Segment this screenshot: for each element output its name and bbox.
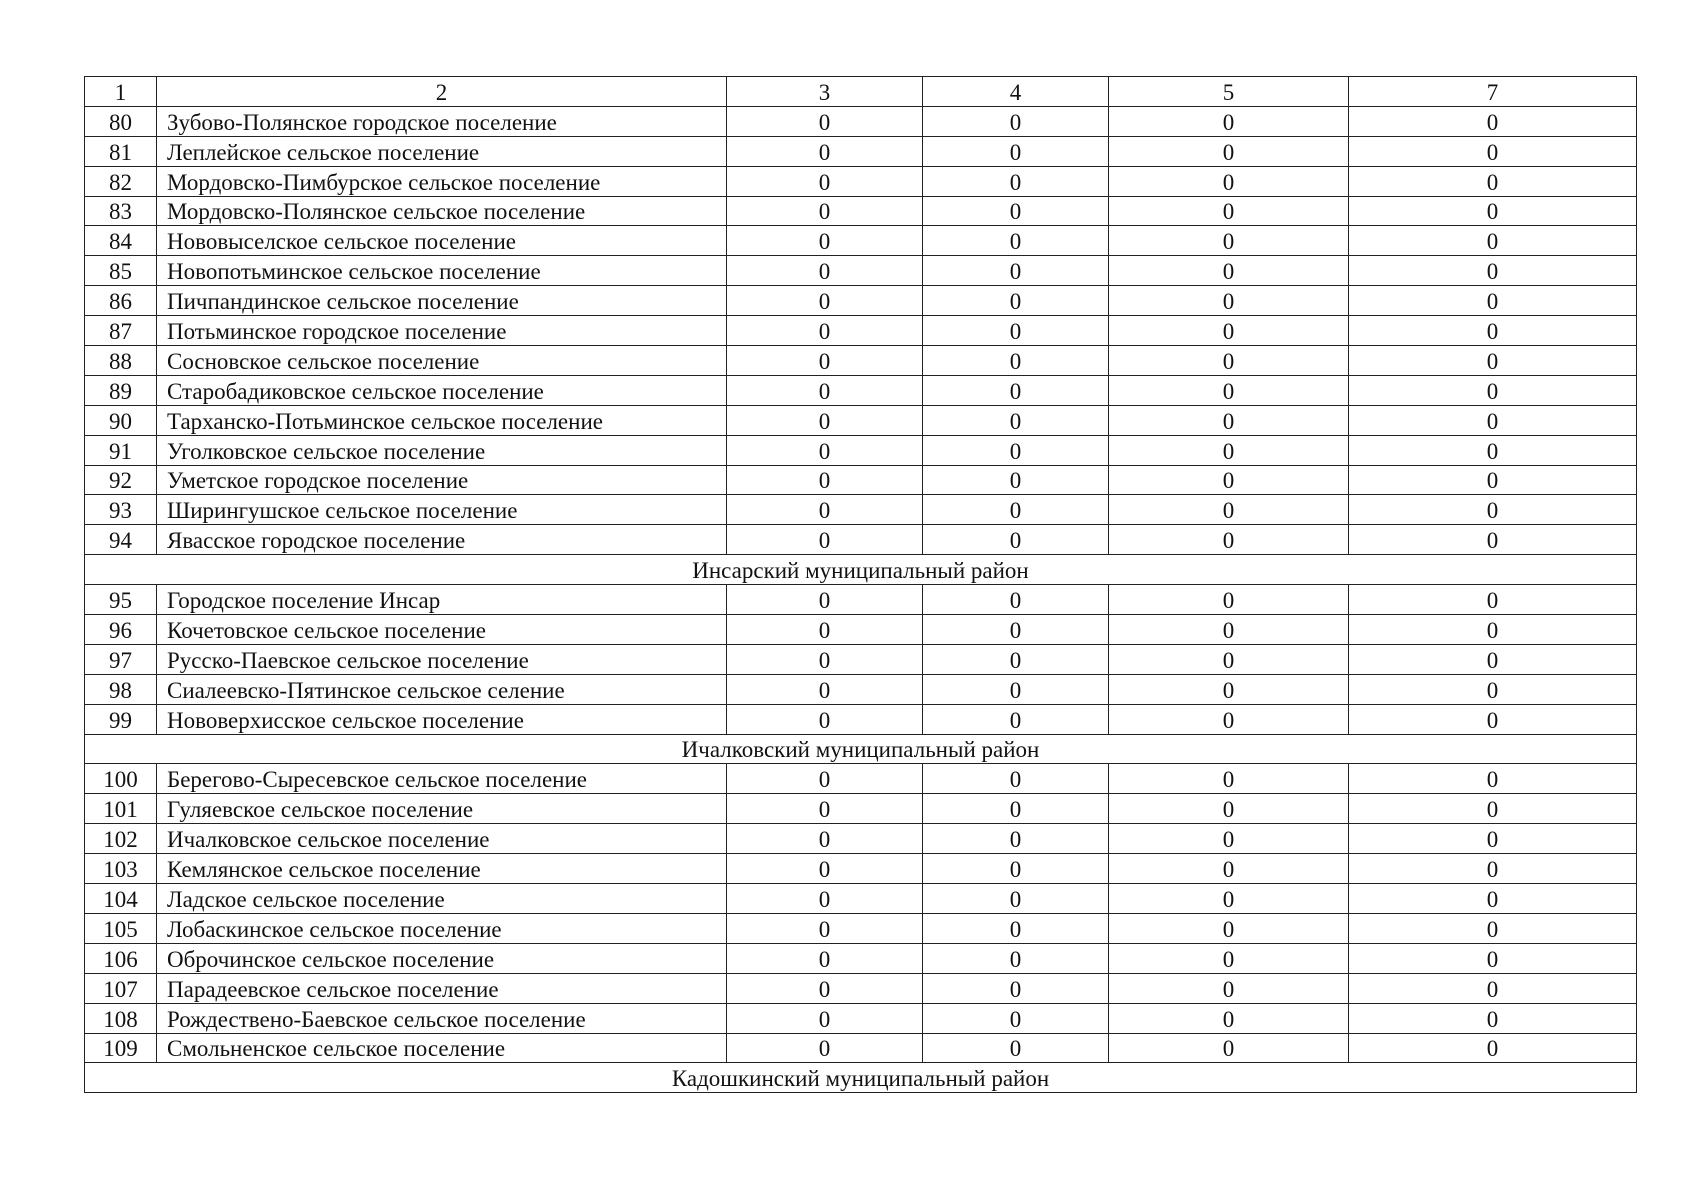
- value-cell-col3: 0: [727, 913, 923, 943]
- value-cell-col3: 0: [727, 1003, 923, 1033]
- value-cell-col5: 0: [1109, 166, 1349, 196]
- value-cell-col3: 0: [727, 824, 923, 854]
- value-cell-col4: 0: [923, 884, 1109, 914]
- row-number-cell: 87: [85, 316, 157, 346]
- settlement-name-cell: Потьминское городское поселение: [157, 316, 727, 346]
- value-cell-col7: 0: [1349, 1033, 1637, 1063]
- value-cell-col3: 0: [727, 256, 923, 286]
- value-cell-col7: 0: [1349, 644, 1637, 674]
- value-cell-col5: 0: [1109, 495, 1349, 525]
- table-row: [85, 794, 1637, 824]
- value-cell-col4: 0: [923, 316, 1109, 346]
- settlement-name-cell: Гуляевское сельское поселение: [157, 794, 727, 824]
- value-cell-col7: 0: [1349, 136, 1637, 166]
- settlement-name-cell: Кемлянское сельское поселение: [157, 854, 727, 884]
- table-row: [85, 824, 1637, 854]
- value-cell-col3: 0: [727, 495, 923, 525]
- value-cell-col3: 0: [727, 136, 923, 166]
- table-row: [85, 913, 1637, 943]
- row-number-cell: 96: [85, 615, 157, 645]
- settlement-name-cell: Зубово-Полянское городское поселение: [157, 106, 727, 136]
- value-cell-col5: 0: [1109, 316, 1349, 346]
- row-number-cell: 81: [85, 136, 157, 166]
- row-number-cell: 95: [85, 585, 157, 615]
- settlement-name-cell: Городское поселение Инсар: [157, 585, 727, 615]
- settlement-name-cell: Кочетовское сельское поселение: [157, 615, 727, 645]
- value-cell-col3: 0: [727, 854, 923, 884]
- value-cell-col5: 0: [1109, 525, 1349, 555]
- value-cell-col7: 0: [1349, 435, 1637, 465]
- value-cell-col4: 0: [923, 525, 1109, 555]
- value-cell-col7: 0: [1349, 226, 1637, 256]
- value-cell-col3: 0: [727, 375, 923, 405]
- row-number-cell: 98: [85, 674, 157, 704]
- row-number-cell: 101: [85, 794, 157, 824]
- row-number-cell: 100: [85, 764, 157, 794]
- value-cell-col3: 0: [727, 525, 923, 555]
- table-row: [85, 525, 1637, 555]
- value-cell-col5: 0: [1109, 704, 1349, 734]
- row-number-cell: 92: [85, 465, 157, 495]
- settlement-name-cell: Уголковское сельское поселение: [157, 435, 727, 465]
- row-number-cell: 94: [85, 525, 157, 555]
- value-cell-col5: 0: [1109, 1033, 1349, 1063]
- value-cell-col5: 0: [1109, 196, 1349, 226]
- value-cell-col4: 0: [923, 824, 1109, 854]
- header-cell-col1: 1: [85, 77, 157, 107]
- value-cell-col4: 0: [923, 286, 1109, 316]
- value-cell-col4: 0: [923, 196, 1109, 226]
- table-row: [85, 106, 1637, 136]
- settlement-name-cell: Мордовско-Пимбурское сельское поселение: [157, 166, 727, 196]
- value-cell-col5: 0: [1109, 644, 1349, 674]
- table-row: [85, 256, 1637, 286]
- section-header-row: [85, 1063, 1637, 1093]
- table-row: [85, 166, 1637, 196]
- value-cell-col3: 0: [727, 973, 923, 1003]
- value-cell-col4: 0: [923, 704, 1109, 734]
- settlement-name-cell: Уметское городское поселение: [157, 465, 727, 495]
- section-title: Ичалковский муниципальный район: [85, 734, 1637, 764]
- settlements-table: [84, 76, 1637, 1093]
- value-cell-col5: 0: [1109, 824, 1349, 854]
- row-number-cell: 99: [85, 704, 157, 734]
- value-cell-col3: 0: [727, 943, 923, 973]
- value-cell-col7: 0: [1349, 525, 1637, 555]
- value-cell-col5: 0: [1109, 435, 1349, 465]
- value-cell-col7: 0: [1349, 854, 1637, 884]
- value-cell-col7: 0: [1349, 316, 1637, 346]
- value-cell-col7: 0: [1349, 973, 1637, 1003]
- value-cell-col4: 0: [923, 256, 1109, 286]
- settlement-name-cell: Сосновское сельское поселение: [157, 346, 727, 376]
- value-cell-col3: 0: [727, 166, 923, 196]
- header-cell-col7: 7: [1349, 77, 1637, 107]
- value-cell-col3: 0: [727, 106, 923, 136]
- header-cell-col5: 5: [1109, 77, 1349, 107]
- row-number-cell: 109: [85, 1033, 157, 1063]
- table-row: [85, 495, 1637, 525]
- value-cell-col5: 0: [1109, 136, 1349, 166]
- value-cell-col3: 0: [727, 465, 923, 495]
- table-row: [85, 704, 1637, 734]
- row-number-cell: 90: [85, 405, 157, 435]
- value-cell-col5: 0: [1109, 1003, 1349, 1033]
- value-cell-col5: 0: [1109, 286, 1349, 316]
- settlement-name-cell: Нововыселское сельское поселение: [157, 226, 727, 256]
- value-cell-col4: 0: [923, 1033, 1109, 1063]
- settlement-name-cell: Леплейское сельское поселение: [157, 136, 727, 166]
- row-number-cell: 107: [85, 973, 157, 1003]
- value-cell-col5: 0: [1109, 256, 1349, 286]
- table-row: [85, 585, 1637, 615]
- value-cell-col7: 0: [1349, 196, 1637, 226]
- value-cell-col7: 0: [1349, 913, 1637, 943]
- value-cell-col3: 0: [727, 704, 923, 734]
- value-cell-col4: 0: [923, 674, 1109, 704]
- row-number-cell: 108: [85, 1003, 157, 1033]
- value-cell-col5: 0: [1109, 585, 1349, 615]
- settlement-name-cell: Рождествено-Баевское сельское поселение: [157, 1003, 727, 1033]
- table-row: [85, 674, 1637, 704]
- value-cell-col7: 0: [1349, 465, 1637, 495]
- value-cell-col4: 0: [923, 106, 1109, 136]
- value-cell-col4: 0: [923, 913, 1109, 943]
- table-row: [85, 1003, 1637, 1033]
- row-number-cell: 103: [85, 854, 157, 884]
- value-cell-col4: 0: [923, 943, 1109, 973]
- settlement-name-cell: Старобадиковское сельское поселение: [157, 375, 727, 405]
- table-row: [85, 973, 1637, 1003]
- row-number-cell: 80: [85, 106, 157, 136]
- settlement-name-cell: Ширингушское сельское поселение: [157, 495, 727, 525]
- settlement-name-cell: Мордовско-Полянское сельское поселение: [157, 196, 727, 226]
- value-cell-col3: 0: [727, 346, 923, 376]
- value-cell-col3: 0: [727, 674, 923, 704]
- value-cell-col5: 0: [1109, 794, 1349, 824]
- table-row: [85, 226, 1637, 256]
- row-number-cell: 93: [85, 495, 157, 525]
- value-cell-col7: 0: [1349, 704, 1637, 734]
- value-cell-col3: 0: [727, 794, 923, 824]
- value-cell-col5: 0: [1109, 465, 1349, 495]
- value-cell-col5: 0: [1109, 913, 1349, 943]
- value-cell-col5: 0: [1109, 226, 1349, 256]
- row-number-cell: 88: [85, 346, 157, 376]
- value-cell-col5: 0: [1109, 615, 1349, 645]
- value-cell-col5: 0: [1109, 854, 1349, 884]
- header-cell-col4: 4: [923, 77, 1109, 107]
- row-number-cell: 85: [85, 256, 157, 286]
- table-row: [85, 854, 1637, 884]
- value-cell-col3: 0: [727, 884, 923, 914]
- value-cell-col5: 0: [1109, 764, 1349, 794]
- row-number-cell: 102: [85, 824, 157, 854]
- value-cell-col3: 0: [727, 226, 923, 256]
- section-title: Кадошкинский муниципальный район: [85, 1063, 1637, 1093]
- settlement-name-cell: Пичпандинское сельское поселение: [157, 286, 727, 316]
- table-row: [85, 644, 1637, 674]
- value-cell-col7: 0: [1349, 286, 1637, 316]
- settlement-name-cell: Лобаскинское сельское поселение: [157, 913, 727, 943]
- value-cell-col3: 0: [727, 1033, 923, 1063]
- table-row: [85, 943, 1637, 973]
- value-cell-col7: 0: [1349, 375, 1637, 405]
- table-header-row: [85, 77, 1637, 107]
- value-cell-col3: 0: [727, 764, 923, 794]
- row-number-cell: 91: [85, 435, 157, 465]
- settlements-table-container: [84, 76, 1636, 1093]
- value-cell-col3: 0: [727, 615, 923, 645]
- settlement-name-cell: Нововерхисское сельское поселение: [157, 704, 727, 734]
- settlement-name-cell: Парадеевское сельское поселение: [157, 973, 727, 1003]
- value-cell-col4: 0: [923, 405, 1109, 435]
- settlement-name-cell: Русско-Паевское сельское поселение: [157, 644, 727, 674]
- value-cell-col4: 0: [923, 794, 1109, 824]
- value-cell-col5: 0: [1109, 973, 1349, 1003]
- value-cell-col7: 0: [1349, 346, 1637, 376]
- settlement-name-cell: Ладское сельское поселение: [157, 884, 727, 914]
- table-row: [85, 764, 1637, 794]
- value-cell-col3: 0: [727, 644, 923, 674]
- row-number-cell: 106: [85, 943, 157, 973]
- table-row: [85, 375, 1637, 405]
- value-cell-col4: 0: [923, 615, 1109, 645]
- row-number-cell: 105: [85, 913, 157, 943]
- row-number-cell: 82: [85, 166, 157, 196]
- value-cell-col7: 0: [1349, 674, 1637, 704]
- value-cell-col4: 0: [923, 465, 1109, 495]
- value-cell-col3: 0: [727, 435, 923, 465]
- value-cell-col4: 0: [923, 375, 1109, 405]
- value-cell-col3: 0: [727, 405, 923, 435]
- table-body: [85, 77, 1637, 1093]
- value-cell-col5: 0: [1109, 405, 1349, 435]
- row-number-cell: 86: [85, 286, 157, 316]
- value-cell-col5: 0: [1109, 346, 1349, 376]
- value-cell-col5: 0: [1109, 943, 1349, 973]
- value-cell-col7: 0: [1349, 764, 1637, 794]
- value-cell-col7: 0: [1349, 794, 1637, 824]
- settlement-name-cell: Тарханско-Потьминское сельское поселение: [157, 405, 727, 435]
- table-row: [85, 346, 1637, 376]
- value-cell-col4: 0: [923, 136, 1109, 166]
- table-row: [85, 136, 1637, 166]
- value-cell-col7: 0: [1349, 585, 1637, 615]
- settlement-name-cell: Оброчинское сельское поселение: [157, 943, 727, 973]
- row-number-cell: 97: [85, 644, 157, 674]
- settlement-name-cell: Сиалеевско-Пятинское сельское селение: [157, 674, 727, 704]
- section-header-row: [85, 555, 1637, 585]
- value-cell-col7: 0: [1349, 615, 1637, 645]
- row-number-cell: 83: [85, 196, 157, 226]
- value-cell-col4: 0: [923, 585, 1109, 615]
- header-cell-col2: 2: [157, 77, 727, 107]
- value-cell-col3: 0: [727, 286, 923, 316]
- value-cell-col4: 0: [923, 226, 1109, 256]
- row-number-cell: 84: [85, 226, 157, 256]
- table-row: [85, 465, 1637, 495]
- value-cell-col7: 0: [1349, 166, 1637, 196]
- value-cell-col5: 0: [1109, 375, 1349, 405]
- value-cell-col7: 0: [1349, 495, 1637, 525]
- table-row: [85, 196, 1637, 226]
- value-cell-col5: 0: [1109, 884, 1349, 914]
- value-cell-col3: 0: [727, 585, 923, 615]
- value-cell-col7: 0: [1349, 405, 1637, 435]
- value-cell-col7: 0: [1349, 1003, 1637, 1033]
- value-cell-col4: 0: [923, 764, 1109, 794]
- table-row: [85, 316, 1637, 346]
- row-number-cell: 89: [85, 375, 157, 405]
- table-row: [85, 884, 1637, 914]
- value-cell-col7: 0: [1349, 884, 1637, 914]
- section-header-row: [85, 734, 1637, 764]
- settlement-name-cell: Смольненское сельское поселение: [157, 1033, 727, 1063]
- table-row: [85, 1033, 1637, 1063]
- value-cell-col4: 0: [923, 435, 1109, 465]
- value-cell-col5: 0: [1109, 674, 1349, 704]
- settlement-name-cell: Берегово-Сыресевское сельское поселение: [157, 764, 727, 794]
- table-row: [85, 435, 1637, 465]
- value-cell-col4: 0: [923, 495, 1109, 525]
- table-row: [85, 615, 1637, 645]
- value-cell-col3: 0: [727, 196, 923, 226]
- value-cell-col4: 0: [923, 346, 1109, 376]
- settlement-name-cell: Новопотьминское сельское поселение: [157, 256, 727, 286]
- value-cell-col4: 0: [923, 644, 1109, 674]
- table-row: [85, 286, 1637, 316]
- section-title: Инсарский муниципальный район: [85, 555, 1637, 585]
- value-cell-col4: 0: [923, 854, 1109, 884]
- settlement-name-cell: Ичалковское сельское поселение: [157, 824, 727, 854]
- value-cell-col7: 0: [1349, 824, 1637, 854]
- value-cell-col3: 0: [727, 316, 923, 346]
- header-cell-col3: 3: [727, 77, 923, 107]
- value-cell-col7: 0: [1349, 256, 1637, 286]
- value-cell-col7: 0: [1349, 106, 1637, 136]
- table-row: [85, 405, 1637, 435]
- value-cell-col4: 0: [923, 973, 1109, 1003]
- value-cell-col5: 0: [1109, 106, 1349, 136]
- value-cell-col4: 0: [923, 1003, 1109, 1033]
- value-cell-col4: 0: [923, 166, 1109, 196]
- settlement-name-cell: Явасское городское поселение: [157, 525, 727, 555]
- value-cell-col7: 0: [1349, 943, 1637, 973]
- row-number-cell: 104: [85, 884, 157, 914]
